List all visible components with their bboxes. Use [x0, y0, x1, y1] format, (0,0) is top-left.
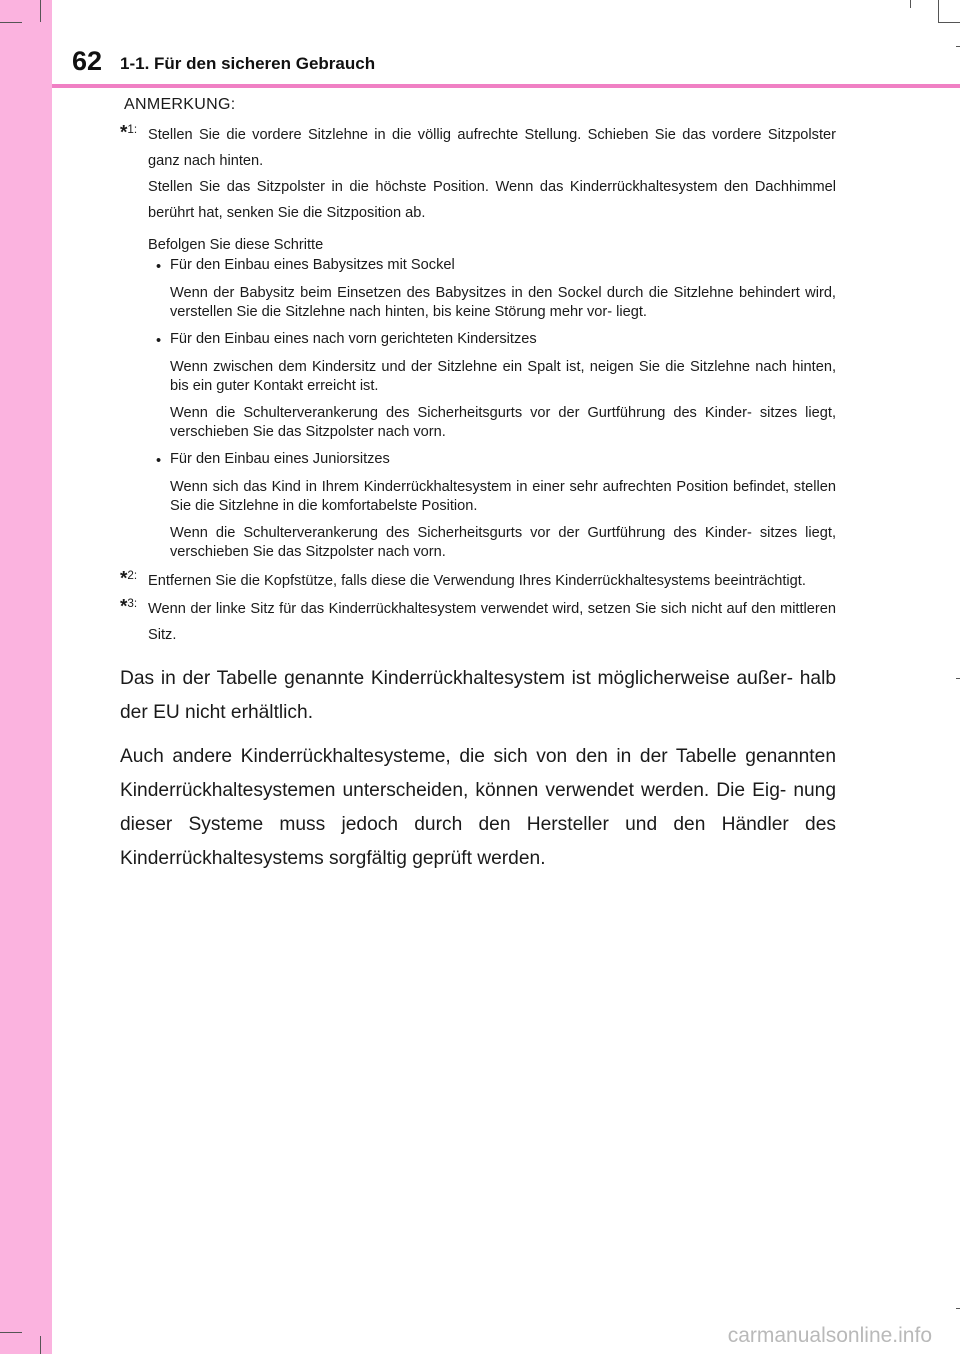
footnote-2	[120, 568, 836, 594]
page-number: 62	[72, 46, 103, 76]
bullet-heading: Für den Einbau eines nach vorn gerichteten Kindersitzes	[170, 331, 537, 347]
bullet-text: Wenn die Schulterverankerung des Sicherheitsgurts vor der Gurtführung des Kinder- sitzes liegt, verschieben Sie das Sitzpolster nach vorn.	[170, 525, 836, 560]
crop-mark	[956, 1308, 960, 1309]
bullet-icon: •	[156, 333, 162, 349]
bullet-heading: Für den Einbau eines Juniorsitzes	[170, 451, 390, 467]
bullet-text: Wenn sich das Kind in Ihrem Kinderrückhaltesystem in einer sehr aufrechten Position befindet, stellen Sie die Sitzlehne in die komfortabelste Position.	[170, 479, 836, 514]
footnote-3	[120, 596, 836, 648]
bullet-text: Wenn die Schulterverankerung des Sicherheitsgurts vor der Gurtführung des Kinder- sitzes liegt, verschieben Sie das Sitzpolster nach vorn.	[170, 405, 836, 440]
footnote-text: Entfernen Sie die Kopfstütze, falls diese die Verwendung Ihres Kinderrückhaltesystems beeinträchtigt.	[148, 573, 806, 589]
page-content	[120, 96, 836, 876]
bullet-text: Wenn der Babysitz beim Einsetzen des Babysitzes in den Sockel durch die Sitzlehne behindert wird, verstellen Sie die Sitzlehne nach hinten, bis keine Störung mehr vor- liegt.	[170, 285, 836, 320]
bullet-icon: •	[156, 453, 162, 469]
steps-intro: Befolgen Sie diese Schritte	[148, 237, 324, 253]
footnote-text: Wenn der linke Sitz für das Kinderrückhaltesystem verwendet wird, setzen Sie sich nicht auf den mittleren Sitz.	[148, 601, 836, 643]
footnote-marker: *$^{1:}$	[120, 122, 138, 144]
bullet-heading: Für den Einbau eines Babysitzes mit Sockel	[170, 257, 455, 273]
list-item	[148, 328, 836, 442]
side-color-band	[0, 0, 52, 1354]
footnote-text: Stellen Sie die vordere Sitzlehne in die völlig aufrechte Stellung. Schieben Sie das vordere Sitzpolster ganz nach hinten.	[148, 127, 836, 169]
list-item	[148, 254, 836, 322]
chapter-title: 1-1. Für den sicheren Gebrauch	[120, 54, 376, 73]
crop-mark	[40, 0, 41, 22]
crop-mark	[0, 22, 22, 23]
footnote-marker: *$^{3:}$	[120, 596, 138, 618]
list-item	[148, 448, 836, 562]
note-title: ANMERKUNG:	[124, 96, 236, 113]
crop-mark	[0, 1332, 22, 1333]
footnote-marker: *$^{2:}$	[120, 568, 138, 590]
steps-list	[148, 254, 836, 562]
body-paragraph: Das in der Tabelle genannte Kinderrückhaltesystem ist möglicherweise außer- halb der EU nicht erhältlich.	[120, 668, 836, 723]
crop-mark	[40, 1336, 41, 1354]
bullet-icon: •	[156, 259, 162, 275]
page-header	[52, 0, 960, 90]
footnote-1	[120, 122, 836, 562]
header-rule	[52, 84, 960, 88]
body-paragraph: Auch andere Kinderrückhaltesysteme, die sich von den in der Tabelle genannten Kinderrückhaltesystemen unterscheiden, können verwendet werden. Die Eig- nung dieser Systeme muss jedoch durch den Hersteller und den Händler des Kinderrückhaltesystems sorgfältig geprüft werden.	[120, 746, 836, 869]
footnote-text: Stellen Sie das Sitzpolster in die höchste Position. Wenn das Kinderrückhaltesystem den Dachhimmel berührt hat, senken Sie die Sitzposition ab.	[148, 179, 836, 221]
bullet-text: Wenn zwischen dem Kindersitz und der Sitzlehne ein Spalt ist, neigen Sie die Sitzlehne nach hinten, bis ein guter Kontakt erreicht ist.	[170, 359, 836, 394]
watermark: carmanualsonline.info	[727, 1324, 932, 1347]
crop-mark	[956, 678, 960, 679]
